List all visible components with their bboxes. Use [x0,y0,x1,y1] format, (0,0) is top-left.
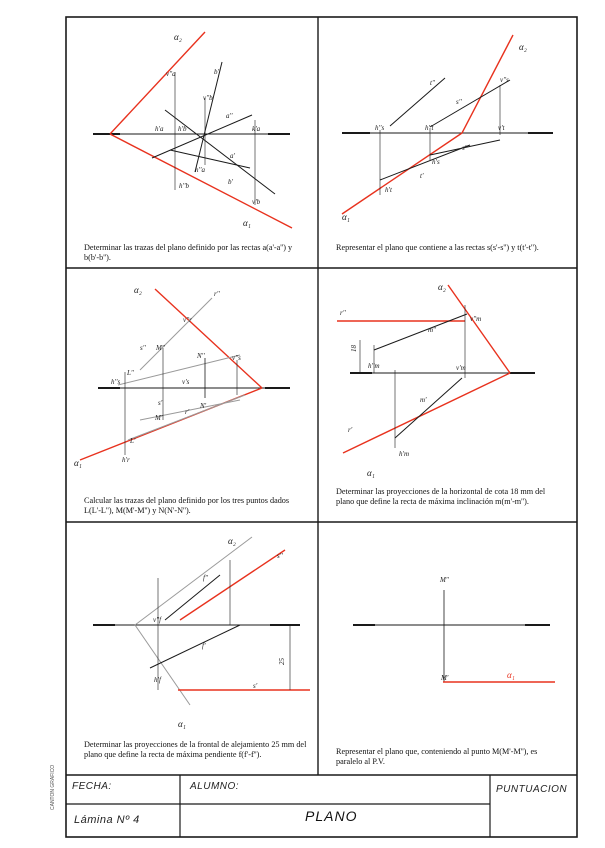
p4-m2: m'' [428,326,437,334]
p2-s2: s'' [456,98,462,106]
p5-alpha2: α₂ [228,536,236,546]
p1-va: v''a [166,70,176,78]
side-note: CANTON GRAFICO [50,764,56,810]
p5-vf: v''f [153,616,162,624]
p2-s1: s' [462,144,467,152]
p1-hb: h'b [178,125,187,133]
panel-6-drawing [353,590,555,682]
p5-s1: s' [253,682,258,690]
p2-alpha1: α₁ [342,212,350,222]
p4-hm: h''m [368,362,380,370]
p3-hr: h'r [122,456,130,464]
p2-t2: t'' [430,79,435,87]
p4-vm: v''m [470,315,482,323]
p3-N1: N' [200,402,207,410]
panel-1-labels [155,32,261,228]
puntuacion-label: PUNTUACION [496,784,568,795]
panel-2-caption: Representar el plano que contiene a las rectas s(s'-s'') y t(t'-t''). [336,243,539,252]
panel-6-caption: Representar el plano que, conteniendo al punto M(M'-M''), es paralelo al P.V. [336,747,538,766]
p1-ka: k'a [252,125,261,133]
fecha-label: FECHA: [72,781,112,792]
p3-M1: M' [155,414,163,422]
panel-2-drawing [342,35,553,214]
panel-3-drawing [80,289,290,460]
panel-3-labels [74,285,241,468]
p1-alpha1: α₁ [243,218,251,228]
p2-vs: v''s [500,76,509,84]
p3-L1: L' [130,437,136,445]
p1-b1: b' [228,178,233,186]
p1-hb1: h''b [179,182,189,190]
panel-4-caption: Determinar las proyecciones de la horizontal de cota 18 mm del plano que define la recta de máxima inclinación m(m'-m''). [336,487,546,506]
p5-f1: f' [202,642,206,650]
p1-a1: a' [230,152,235,160]
p3-r2: r'' [214,290,220,298]
p5-alpha1: α₁ [178,719,186,729]
p6-alpha1: α₁ [507,670,515,680]
p1-ha: h'a [155,125,164,133]
p5-s2: s'' [277,552,283,560]
p3-N2: N'' [197,352,205,360]
lamina-label: Lámina Nº 4 [74,814,140,826]
panel-1-caption: Determinar las trazas del plano definido por las rectas a(a'-a'') y b(b'-b''). [84,243,293,262]
p3-r1: r' [185,408,190,416]
panel-5-drawing [93,537,310,705]
p3-alpha1: α₁ [74,458,82,468]
p2-ht1: h't [385,186,392,194]
panel-1-drawing [93,32,292,228]
p6-M1: M' [441,674,449,682]
p4-r2: r'' [340,309,346,317]
sheet-frame [66,17,577,837]
p5-hf: h'f [154,676,161,684]
p3-alpha2: α₂ [134,285,142,295]
p3-L2: L'' [127,369,134,377]
p1-hb2: h''a [195,166,205,174]
p1-alpha2: α₂ [174,32,182,42]
panel-5-labels [153,536,286,729]
p4-vm1: v'm [456,364,466,372]
title-block-grid [66,775,490,837]
p2-hs1: h's [432,158,440,166]
panel-6-labels [439,576,515,682]
p1-vb: v''b [203,94,213,102]
p4-alpha2: α₂ [438,282,446,292]
p3-hs: h''s [111,378,121,386]
p5-f2: f'' [203,574,208,582]
p3-s1: s' [158,399,163,407]
p3-vs: v''s [232,354,241,362]
p4-alpha1: α₁ [367,468,375,478]
p3-M2: M'' [156,344,165,352]
p3-s2: s'' [140,344,146,352]
p2-hs: h''t [425,124,434,132]
p3-vr: v''r [183,316,192,324]
panel-5-caption: Determinar las proyecciones de la frontal de alejamiento 25 mm del plano que define la recta de máxima pendiente f(f'-f''). [84,740,307,759]
p4-dim: 18 [350,345,358,352]
p1-a2: a'' [226,112,233,120]
p1-vb1: v'b [252,198,261,206]
p2-t1: t' [420,172,424,180]
panel-4-drawing [337,285,535,453]
p2-ht: h''s [375,124,385,132]
p6-M2: M'' [440,576,449,584]
panel-3-caption: Calcular las trazas del plano definido por los tres puntos dados L(L'-L''), M(M'-M'') y N(N'-N''). [84,496,290,515]
sheet-title: PLANO [305,808,358,824]
p2-alpha2: α₂ [519,42,527,52]
p1-b2: b'' [214,68,221,76]
p3-vs1: v's [182,378,190,386]
p4-r1: r' [348,426,353,434]
p4-m1: m' [420,396,427,404]
p4-hm1: h'm [399,450,410,458]
alumno-label: ALUMNO: [190,781,240,792]
p2-vt: v't [498,124,505,132]
p5-dim: 25 [278,658,286,665]
